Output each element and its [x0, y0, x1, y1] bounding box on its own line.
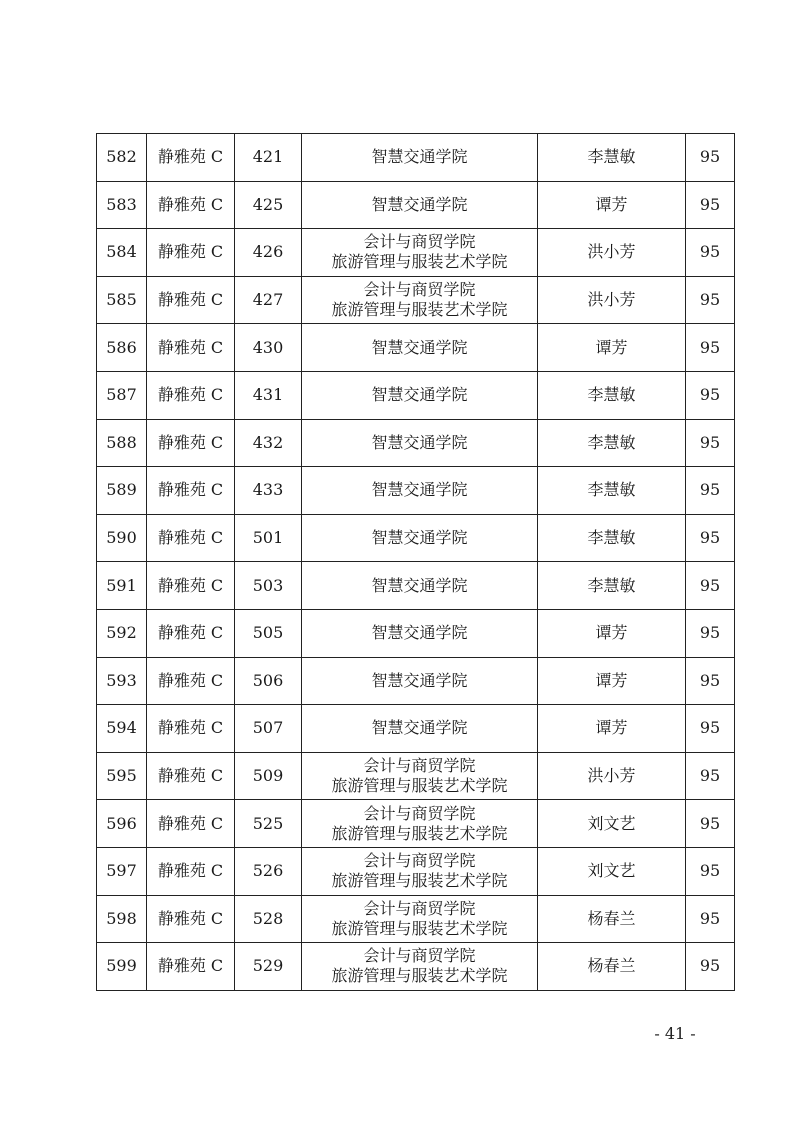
score-cell: 95 — [686, 134, 735, 182]
score-cell: 95 — [686, 943, 735, 991]
college-cell — [302, 229, 538, 277]
row-number-cell: 584 — [97, 229, 147, 277]
college-name: 会计与商贸学院 — [363, 898, 476, 918]
building-cell: 静雅苑 C — [147, 943, 235, 991]
score-cell: 95 — [686, 847, 735, 895]
college-name: 旅游管理与服装艺术学院 — [331, 966, 508, 986]
table-row — [97, 609, 735, 657]
table-row — [97, 895, 735, 943]
row-number-cell: 596 — [97, 800, 147, 848]
room-number-cell: 503 — [235, 562, 302, 610]
building-cell: 静雅苑 C — [147, 657, 235, 705]
row-number-cell: 593 — [97, 657, 147, 705]
score-cell: 95 — [686, 752, 735, 800]
dormitory-score-table — [96, 133, 735, 991]
building-cell: 静雅苑 C — [147, 895, 235, 943]
row-number-cell: 590 — [97, 514, 147, 562]
table-body — [97, 134, 735, 991]
manager-cell: 李慧敏 — [538, 467, 686, 515]
table-row — [97, 276, 735, 324]
table-row — [97, 847, 735, 895]
page-number: - 41 - — [654, 1024, 696, 1043]
college-cell — [302, 847, 538, 895]
row-number-cell: 595 — [97, 752, 147, 800]
college-name: 智慧交通学院 — [371, 670, 468, 690]
row-number-cell: 585 — [97, 276, 147, 324]
manager-cell: 李慧敏 — [538, 562, 686, 610]
college-cell — [302, 134, 538, 182]
table-row — [97, 562, 735, 610]
table-row — [97, 229, 735, 277]
room-number-cell: 431 — [235, 371, 302, 419]
row-number-cell: 598 — [97, 895, 147, 943]
building-cell: 静雅苑 C — [147, 705, 235, 753]
room-number-cell: 506 — [235, 657, 302, 705]
table-row — [97, 657, 735, 705]
table-row — [97, 324, 735, 372]
college-cell — [302, 895, 538, 943]
building-cell: 静雅苑 C — [147, 229, 235, 277]
college-cell — [302, 705, 538, 753]
score-cell: 95 — [686, 324, 735, 372]
table-row — [97, 705, 735, 753]
manager-cell: 刘文艺 — [538, 847, 686, 895]
college-cell — [302, 181, 538, 229]
table-row — [97, 943, 735, 991]
college-name: 旅游管理与服装艺术学院 — [331, 300, 508, 320]
building-cell: 静雅苑 C — [147, 609, 235, 657]
manager-cell: 谭芳 — [538, 705, 686, 753]
row-number-cell: 586 — [97, 324, 147, 372]
college-name: 智慧交通学院 — [371, 623, 468, 643]
college-name: 智慧交通学院 — [371, 432, 468, 452]
score-cell: 95 — [686, 800, 735, 848]
building-cell: 静雅苑 C — [147, 371, 235, 419]
score-cell: 95 — [686, 514, 735, 562]
manager-cell: 李慧敏 — [538, 514, 686, 562]
table-row — [97, 419, 735, 467]
college-name: 智慧交通学院 — [371, 147, 468, 167]
manager-cell: 李慧敏 — [538, 134, 686, 182]
manager-cell: 杨春兰 — [538, 895, 686, 943]
table-row — [97, 371, 735, 419]
room-number-cell: 507 — [235, 705, 302, 753]
manager-cell: 谭芳 — [538, 609, 686, 657]
table-row — [97, 752, 735, 800]
table-row — [97, 134, 735, 182]
score-cell: 95 — [686, 467, 735, 515]
building-cell: 静雅苑 C — [147, 324, 235, 372]
college-cell — [302, 514, 538, 562]
college-name: 会计与商贸学院 — [363, 232, 476, 252]
college-name: 智慧交通学院 — [371, 337, 468, 357]
college-name: 旅游管理与服装艺术学院 — [331, 871, 508, 891]
college-name: 旅游管理与服装艺术学院 — [331, 252, 508, 272]
manager-cell: 刘文艺 — [538, 800, 686, 848]
row-number-cell: 591 — [97, 562, 147, 610]
room-number-cell: 501 — [235, 514, 302, 562]
score-cell: 95 — [686, 229, 735, 277]
room-number-cell: 427 — [235, 276, 302, 324]
college-cell — [302, 276, 538, 324]
row-number-cell: 587 — [97, 371, 147, 419]
college-name: 旅游管理与服装艺术学院 — [331, 776, 508, 796]
manager-cell: 洪小芳 — [538, 752, 686, 800]
manager-cell: 洪小芳 — [538, 229, 686, 277]
room-number-cell: 421 — [235, 134, 302, 182]
score-cell: 95 — [686, 562, 735, 610]
building-cell: 静雅苑 C — [147, 752, 235, 800]
building-cell: 静雅苑 C — [147, 800, 235, 848]
score-cell: 95 — [686, 276, 735, 324]
room-number-cell: 430 — [235, 324, 302, 372]
college-name: 会计与商贸学院 — [363, 946, 476, 966]
college-cell — [302, 467, 538, 515]
room-number-cell: 433 — [235, 467, 302, 515]
room-number-cell: 528 — [235, 895, 302, 943]
room-number-cell: 432 — [235, 419, 302, 467]
room-number-cell: 525 — [235, 800, 302, 848]
row-number-cell: 588 — [97, 419, 147, 467]
score-cell: 95 — [686, 657, 735, 705]
row-number-cell: 582 — [97, 134, 147, 182]
manager-cell: 谭芳 — [538, 181, 686, 229]
table-row — [97, 181, 735, 229]
college-name: 会计与商贸学院 — [363, 280, 476, 300]
room-number-cell: 529 — [235, 943, 302, 991]
college-name: 智慧交通学院 — [371, 528, 468, 548]
building-cell: 静雅苑 C — [147, 847, 235, 895]
table-row — [97, 800, 735, 848]
manager-cell: 谭芳 — [538, 324, 686, 372]
row-number-cell: 594 — [97, 705, 147, 753]
row-number-cell: 589 — [97, 467, 147, 515]
college-cell — [302, 324, 538, 372]
college-name: 智慧交通学院 — [371, 194, 468, 214]
score-cell: 95 — [686, 705, 735, 753]
college-name: 会计与商贸学院 — [363, 756, 476, 776]
college-cell — [302, 371, 538, 419]
building-cell: 静雅苑 C — [147, 562, 235, 610]
college-cell — [302, 800, 538, 848]
college-cell — [302, 943, 538, 991]
college-name: 旅游管理与服装艺术学院 — [331, 823, 508, 843]
building-cell: 静雅苑 C — [147, 467, 235, 515]
college-name: 智慧交通学院 — [371, 575, 468, 595]
manager-cell: 杨春兰 — [538, 943, 686, 991]
building-cell: 静雅苑 C — [147, 514, 235, 562]
manager-cell: 李慧敏 — [538, 419, 686, 467]
college-cell — [302, 752, 538, 800]
table-row — [97, 514, 735, 562]
manager-cell: 谭芳 — [538, 657, 686, 705]
building-cell: 静雅苑 C — [147, 276, 235, 324]
building-cell: 静雅苑 C — [147, 419, 235, 467]
score-cell: 95 — [686, 371, 735, 419]
college-name: 会计与商贸学院 — [363, 851, 476, 871]
row-number-cell: 592 — [97, 609, 147, 657]
score-cell: 95 — [686, 181, 735, 229]
room-number-cell: 505 — [235, 609, 302, 657]
score-cell: 95 — [686, 609, 735, 657]
row-number-cell: 599 — [97, 943, 147, 991]
college-cell — [302, 419, 538, 467]
college-name: 旅游管理与服装艺术学院 — [331, 918, 508, 938]
college-cell — [302, 609, 538, 657]
room-number-cell: 426 — [235, 229, 302, 277]
manager-cell: 李慧敏 — [538, 371, 686, 419]
college-name: 智慧交通学院 — [371, 718, 468, 738]
college-cell — [302, 657, 538, 705]
college-name: 智慧交通学院 — [371, 480, 468, 500]
college-name: 会计与商贸学院 — [363, 803, 476, 823]
score-cell: 95 — [686, 419, 735, 467]
room-number-cell: 526 — [235, 847, 302, 895]
room-number-cell: 425 — [235, 181, 302, 229]
row-number-cell: 597 — [97, 847, 147, 895]
building-cell: 静雅苑 C — [147, 181, 235, 229]
building-cell: 静雅苑 C — [147, 134, 235, 182]
college-cell — [302, 562, 538, 610]
college-name: 智慧交通学院 — [371, 385, 468, 405]
score-cell: 95 — [686, 895, 735, 943]
table-row — [97, 467, 735, 515]
manager-cell: 洪小芳 — [538, 276, 686, 324]
room-number-cell: 509 — [235, 752, 302, 800]
row-number-cell: 583 — [97, 181, 147, 229]
